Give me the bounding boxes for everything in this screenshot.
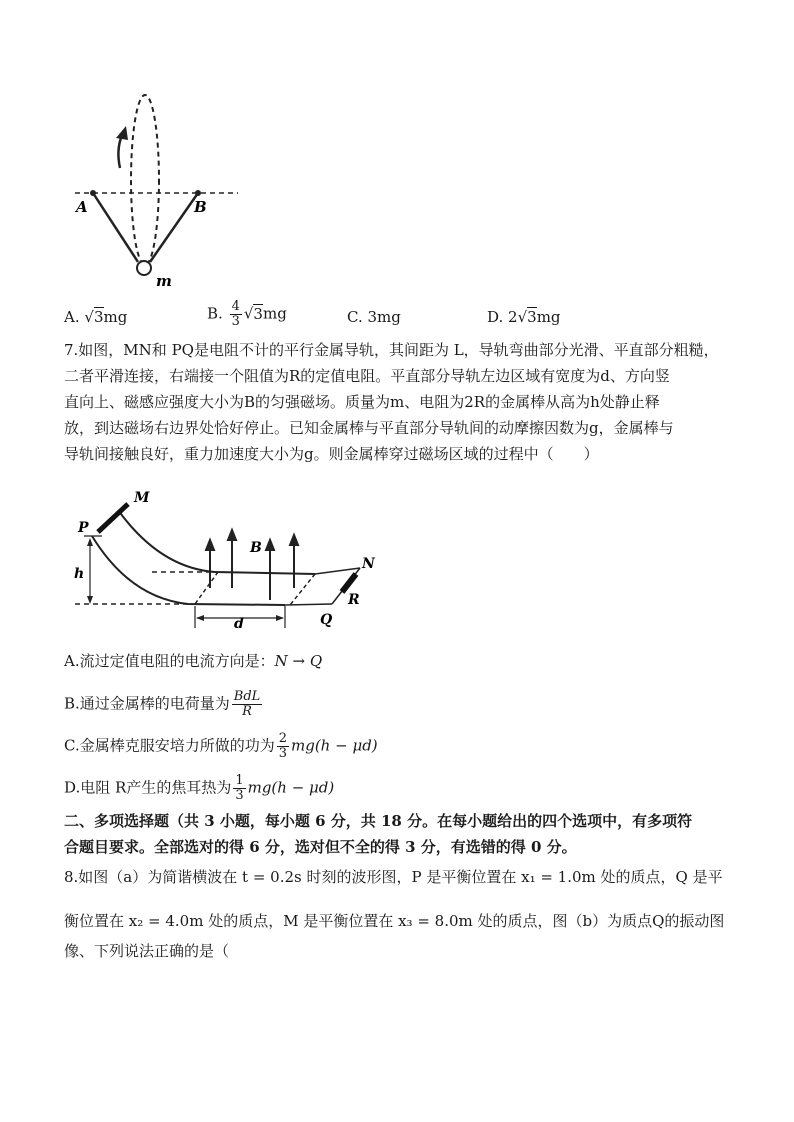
q6-option-d: D. 2√3mg <box>487 308 561 326</box>
label-h: h <box>74 566 85 582</box>
label-b: B <box>250 540 262 556</box>
label-b: B <box>194 198 207 216</box>
q6-option-a: A. √3mg <box>64 308 128 326</box>
q7-line-4: 放，到达磁场右边界处恰好停止。已知金属棒与平直部分导轨间的动摩擦因数为g，金属棒与 <box>64 419 674 437</box>
q7-option-b: B.通过金属棒的电荷量为 $\frac{\text{BdL}}{R}$ <box>64 689 261 719</box>
section2-line-2: 合题目要求。全部选对的得 6 分，选对但不全的得 3 分，有选错的得 0 分。 <box>64 838 577 856</box>
rotation-arrow-icon <box>118 135 122 168</box>
q7-option-a: A.流过定值电阻的电流方向是：N → Q <box>64 652 323 670</box>
q7-line-3: 直向上、磁感应强度大小为B的匀强磁场。质量为m、电阻为2R的金属棒从高为h处静止释 <box>64 393 660 411</box>
string-left <box>93 193 138 262</box>
label-m: M <box>134 490 150 506</box>
label-n: N <box>362 556 375 572</box>
rotation-arrowhead-icon <box>116 126 128 140</box>
width-arrow-left-icon <box>196 615 204 621</box>
resistor-r <box>342 574 356 592</box>
point-a-dot <box>90 190 96 196</box>
q7-line-2: 二者平滑连接，右端接一个阻值为R的定值电阻。平直部分导轨左边区域有宽度为d、方向竖 <box>64 367 670 385</box>
q8-line-3: 像、下列说法正确的是（ <box>64 942 230 960</box>
section2-line-1: 二、多项选择题（共 3 小题，每小题 6 分，共 18 分。在每小题给出的四个选项中，有多项符 <box>64 812 693 830</box>
field-left-boundary <box>195 572 218 604</box>
height-arrow-down-icon <box>87 596 93 604</box>
point-b-dot <box>195 190 201 196</box>
label-r: R <box>348 592 360 608</box>
q8-line-1: 8.如图（a）为简谐横波在 t = 0.2s 时刻的波形图，P 是平衡位置在 x₁ = 1.0m 处的质点，Q 是平 <box>64 868 723 886</box>
q7-line-5: 导轨间接触良好，重力加速度大小为g。则金属棒穿过磁场区域的过程中（ ） <box>64 445 599 463</box>
circular-path-ellipse <box>131 95 159 265</box>
label-a: A <box>76 198 88 216</box>
label-p: P <box>78 520 89 536</box>
width-arrow-right-icon <box>276 615 284 621</box>
label-m: m <box>156 272 172 290</box>
q7-line-1: 7.如图，MN和 PQ是电阻不计的平行金属导轨，其间距为 L，导轨弯曲部分光滑、平直部分粗糙， <box>64 341 719 359</box>
ball-m <box>137 261 151 275</box>
label-d: d <box>234 616 244 632</box>
q7-option-c: C.金属棒克服安培力所做的功为 $\frac{2}{3}$ mg(h − μd) <box>64 731 378 761</box>
figure-pendulum <box>60 90 260 300</box>
figure-rails <box>70 488 390 638</box>
label-q: Q <box>320 612 333 628</box>
q8-line-2: 衡位置在 x₂ = 4.0m 处的质点，M 是平衡位置在 x₃ = 8.0m 处的质点，图（b）为质点Q的振动图 <box>64 912 725 930</box>
q6-option-b: B. $\frac{4}{3}$ √3mg <box>207 299 287 329</box>
q6-option-c: C. 3mg <box>347 308 401 326</box>
q7-option-d: D.电阻 R产生的焦耳热为 $\frac{1}{3}$ mg(h − μd) <box>64 773 335 803</box>
height-arrow-up-icon <box>87 538 93 546</box>
rail-mn-curve <box>118 510 315 574</box>
rail-right-bottom <box>285 604 332 605</box>
